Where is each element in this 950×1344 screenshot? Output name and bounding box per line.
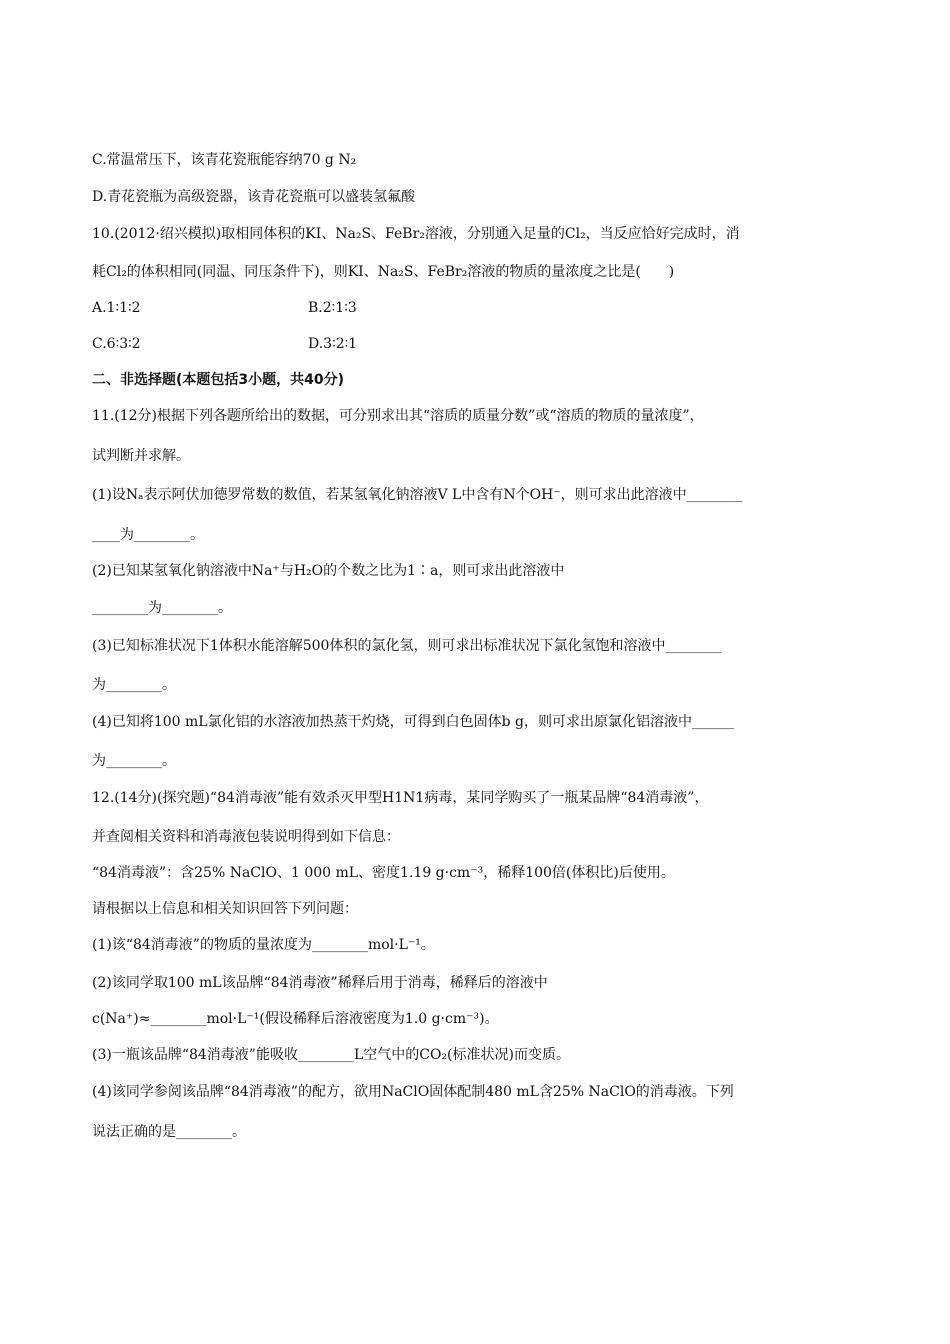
q11-part-3-line-2: 为________。 <box>92 677 176 693</box>
question-12-info: “84消毒液”：含25% NaClO、1 000 mL、密度1.19 g·cm⁻³，稀释100倍(体积比)后使用。 <box>92 865 675 881</box>
question-10-line-2: 耗Cl₂的体积相同(同温、同压条件下)，则KI、Na₂S、FeBr₂溶液的物质的量浓度之比是( ) <box>92 264 675 280</box>
question-11-line-2: 试判断并求解。 <box>92 448 190 464</box>
q12-part-2-line-2: c(Na⁺)≈________mol·L⁻¹(假设稀释后溶液密度为1.0 g·cm⁻³)。 <box>92 1011 499 1027</box>
q11-part-4-line-2: 为________。 <box>92 753 176 769</box>
question-12-instruction: 请根据以上信息和相关知识回答下列问题： <box>92 901 358 917</box>
question-10-line-1: 10.(2012·绍兴模拟)取相同体积的KI、Na₂S、FeBr₂溶液，分别通入足量的Cl₂，当反应恰好完成时，消 <box>92 226 740 242</box>
q10-option-c: C.6∶3∶2 <box>92 336 141 352</box>
q11-part-1-line-1: (1)设Nₐ表示阿伏加德罗常数的数值，若某氢氧化钠溶液V L中含有N个OH⁻，则可求出此溶液中________ <box>92 487 743 503</box>
q12-part-1: (1)该“84消毒液”的物质的量浓度为________mol·L⁻¹。 <box>92 937 435 953</box>
q12-part-4-line-1: (4)该同学参阅该品牌“84消毒液”的配方，欲用NaClO固体配制480 mL含25% NaClO的消毒液。下列 <box>92 1084 734 1100</box>
q10-option-b: B.2∶1∶3 <box>308 300 357 316</box>
q11-part-2-line-1: (2)已知某氢氧化钠溶液中Na⁺与H₂O的个数之比为1∶a，则可求出此溶液中 <box>92 563 565 579</box>
q12-part-3: (3)一瓶该品牌“84消毒液”能吸收________L空气中的CO₂(标准状况)而变质。 <box>92 1047 570 1063</box>
question-12-line-2: 并查阅相关资料和消毒液包装说明得到如下信息： <box>92 829 400 845</box>
q11-part-2-line-2: ________为________。 <box>92 600 232 616</box>
q11-part-1-line-2: ____为________。 <box>92 527 204 543</box>
q10-option-a: A.1∶1∶2 <box>92 300 141 316</box>
option-d: D.青花瓷瓶为高级瓷器，该青花瓷瓶可以盛装氢氟酸 <box>92 189 416 205</box>
question-11-line-1: 11.(12分)根据下列各题所给出的数据，可分别求出其“溶质的质量分数”或“溶质的物质的量浓度”， <box>92 408 704 424</box>
option-c: C.常温常压下，该青花瓷瓶能容纳70 g N₂ <box>92 152 357 168</box>
q10-option-d: D.3∶2∶1 <box>308 336 358 352</box>
q11-part-3-line-1: (3)已知标准状况下1体积水能溶解500体积的氯化氢，则可求出标准状况下氯化氢饱和溶液中________ <box>92 638 722 654</box>
section-heading: 二、非选择题(本题包括3小题，共40分) <box>92 372 345 388</box>
question-12-line-1: 12.(14分)(探究题)“84消毒液”能有效杀灭甲型H1N1病毒，某同学购买了一瓶某品牌“84消毒液”， <box>92 790 709 806</box>
q12-part-2-line-1: (2)该同学取100 mL该品牌“84消毒液”稀释后用于消毒，稀释后的溶液中 <box>92 975 548 991</box>
q11-part-4-line-1: (4)已知将100 mL氯化铝的水溶液加热蒸干灼烧，可得到白色固体b g，则可求出原氯化铝溶液中______ <box>92 714 734 730</box>
q12-part-4-line-2: 说法正确的是________。 <box>92 1124 246 1140</box>
